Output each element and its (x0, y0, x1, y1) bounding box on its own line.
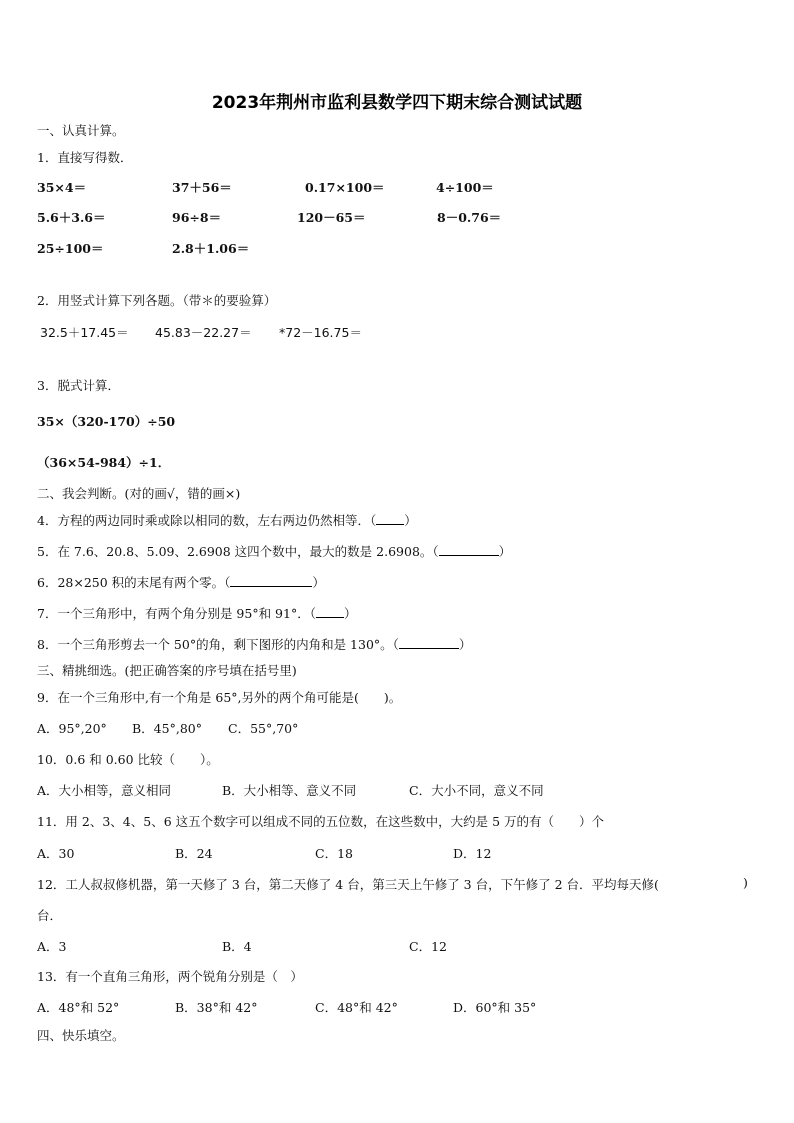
vertical-calc-item: 32.5＋17.45＝ (40, 325, 129, 340)
vertical-calc-item: *72－16.75＝ (279, 325, 362, 340)
judge-item-7 (37, 604, 356, 622)
question-10-stem: 10．0.6 和 0.60 比较（ ）。 (37, 752, 219, 767)
page-title: 2023年荆州市监利县数学四下期末综合测试试题 (211, 93, 583, 113)
stepwise-calc-item: 35×（320-170）÷50 (37, 414, 176, 429)
option-b[interactable]: B．大小相等、意义不同 (222, 783, 357, 798)
calc-item: 2.8＋1.06＝ (172, 241, 250, 256)
option-a[interactable]: A．3 (37, 939, 67, 954)
answer-blank[interactable] (230, 575, 312, 587)
question-12-paren-close: ) (743, 875, 748, 890)
vertical-calc-item: 45.83－22.27＝ (155, 325, 252, 340)
option-d[interactable]: D．60°和 35° (453, 1000, 537, 1015)
option-a[interactable]: A．30 (37, 846, 75, 861)
judge-item-4 (37, 511, 417, 529)
judge-item-text: 6．28×250 积的末尾有两个零。（ (37, 575, 231, 590)
judge-item-6 (37, 573, 325, 591)
answer-blank[interactable] (399, 637, 459, 649)
calc-item: 25÷100＝ (37, 241, 104, 256)
close-paren: ） (312, 575, 325, 590)
calc-item: 0.17×100＝ (305, 180, 385, 195)
answer-blank[interactable] (439, 544, 499, 556)
option-c[interactable]: C．48°和 42° (315, 1000, 398, 1015)
section-heading-3: 三、精挑细选。(把正确答案的序号填在括号里) (37, 663, 297, 678)
option-b[interactable]: B．45°,80° (132, 721, 202, 736)
question-2-stem: 2．用竖式计算下列各题。（带＊的要验算） (37, 293, 277, 308)
question-13-stem: 13．有一个直角三角形，两个锐角分别是（ ） (37, 969, 303, 984)
judge-item-text: 5．在 7.6、20.8、5.09、2.6908 这四个数中，最大的数是 2.6908。（ (37, 544, 439, 559)
answer-blank[interactable] (376, 513, 404, 525)
option-b[interactable]: B．24 (175, 846, 213, 861)
judge-item-8 (37, 635, 471, 653)
option-b[interactable]: B．4 (222, 939, 252, 954)
calc-item: 96÷8＝ (172, 210, 222, 225)
option-c[interactable]: C．大小不同，意义不同 (409, 783, 544, 798)
calc-item: 35×4＝ (37, 180, 87, 195)
question-3-stem: 3．脱式计算． (37, 378, 120, 393)
calc-item: 8－0.76＝ (437, 210, 502, 225)
close-paren: ） (458, 637, 472, 652)
question-12-stem-line2: 台． (37, 908, 63, 923)
section-heading-4: 四、快乐填空。 (37, 1028, 125, 1043)
judge-item-5 (37, 542, 511, 560)
judge-item-text: 8．一个三角形剪去一个 50°的角，剩下图形的内角和是 130°。（ (37, 637, 399, 652)
stepwise-calc-item: （36×54-984）÷1． (37, 455, 171, 470)
option-b[interactable]: B．38°和 42° (175, 1000, 258, 1015)
question-12-stem: 12．工人叔叔修机器，第一天修了 3 台，第二天修了 4 台，第三天上午修了 3 台，下午修了 2 台．平均每天修( (37, 877, 659, 892)
question-11-stem: 11．用 2、3、4、5、6 这五个数字可以组成不同的五位数，在这些数中，大约是 5 万的有（ ）个 (37, 814, 605, 829)
judge-item-text: 7．一个三角形中，有两个角分别是 95°和 91°．（ (37, 606, 316, 621)
option-a[interactable]: A．48°和 52° (37, 1000, 120, 1015)
calc-item: 5.6＋3.6＝ (37, 210, 106, 225)
section-heading-1: 一、认真计算。 (37, 123, 125, 138)
option-c[interactable]: C．12 (409, 939, 447, 954)
option-a[interactable]: A．95°,20° (37, 721, 107, 736)
question-1-stem: 1．直接写得数． (37, 150, 133, 165)
section-heading-2: 二、我会判断。(对的画√，错的画×) (37, 486, 241, 501)
close-paren: ） (404, 513, 417, 528)
option-c[interactable]: C．55°,70° (228, 721, 299, 736)
answer-blank[interactable] (316, 606, 344, 618)
question-9-stem: 9．在一个三角形中,有一个角是 65°,另外的两个角可能是( )。 (37, 690, 402, 705)
calc-item: 37＋56＝ (172, 180, 232, 195)
close-paren: ） (343, 606, 357, 621)
calc-item: 4÷100＝ (436, 180, 494, 195)
judge-item-text: 4．方程的两边同时乘或除以相同的数，左右两边仍然相等．（ (37, 513, 377, 528)
option-d[interactable]: D．12 (453, 846, 492, 861)
option-a[interactable]: A．大小相等，意义相同 (37, 783, 172, 798)
calc-item: 120－65＝ (297, 210, 366, 225)
option-c[interactable]: C．18 (315, 846, 353, 861)
close-paren: ） (498, 544, 512, 559)
